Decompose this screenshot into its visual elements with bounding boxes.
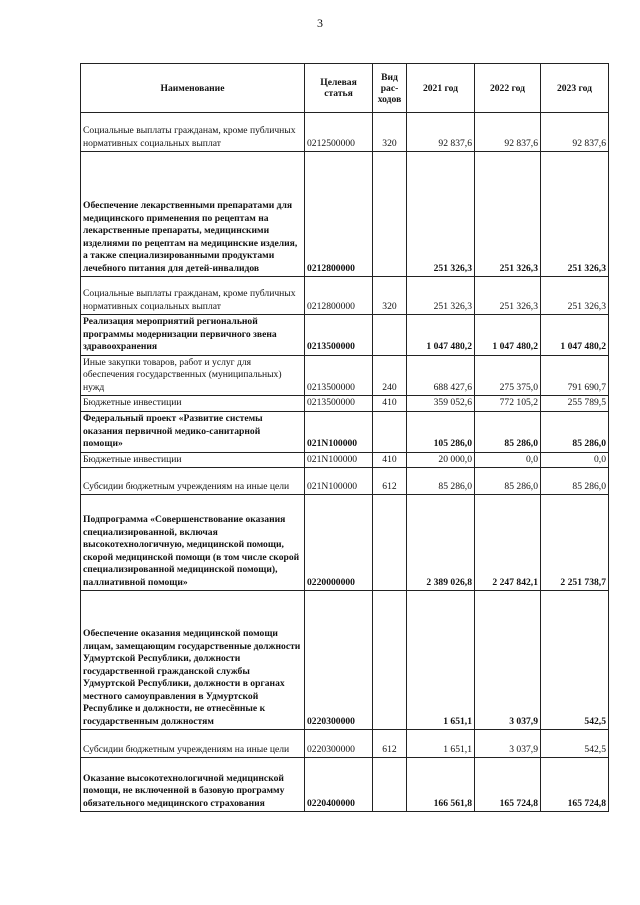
row-value-2022: 772 105,2 bbox=[475, 396, 541, 412]
row-name: Социальные выплаты гражданам, кроме публичных нормативных социальных выплат bbox=[81, 277, 305, 315]
row-value-2023: 791 690,7 bbox=[541, 355, 609, 396]
row-value-2022: 92 837,6 bbox=[475, 113, 541, 152]
table-header-row bbox=[81, 64, 609, 113]
row-value-2022: 251 326,3 bbox=[475, 277, 541, 315]
row-value-2022: 85 286,0 bbox=[475, 411, 541, 452]
row-value-2022: 165 724,8 bbox=[475, 758, 541, 812]
row-value-2023: 542,5 bbox=[541, 730, 609, 758]
row-name: Субсидии бюджетным учреждениям на иные цели bbox=[81, 468, 305, 495]
header-2021: 2021 год bbox=[407, 64, 475, 113]
table-row bbox=[81, 396, 609, 412]
row-kind bbox=[373, 152, 407, 277]
table-row bbox=[81, 730, 609, 758]
table-row bbox=[81, 152, 609, 277]
row-kind: 410 bbox=[373, 452, 407, 468]
table-row bbox=[81, 411, 609, 452]
row-value-2023: 255 789,5 bbox=[541, 396, 609, 412]
row-value-2022: 251 326,3 bbox=[475, 152, 541, 277]
row-value-2023: 85 286,0 bbox=[541, 411, 609, 452]
row-kind: 320 bbox=[373, 277, 407, 315]
row-value-2021: 688 427,6 bbox=[407, 355, 475, 396]
table-row bbox=[81, 277, 609, 315]
budget-table bbox=[80, 63, 609, 812]
row-value-2021: 251 326,3 bbox=[407, 152, 475, 277]
row-kind: 612 bbox=[373, 468, 407, 495]
table-row bbox=[81, 113, 609, 152]
row-value-2021: 85 286,0 bbox=[407, 468, 475, 495]
row-value-2023: 251 326,3 bbox=[541, 152, 609, 277]
header-2023: 2023 год bbox=[541, 64, 609, 113]
header-target: Целевая статья bbox=[305, 64, 373, 113]
row-name: Бюджетные инвестиции bbox=[81, 396, 305, 412]
row-target-code: 021N100000 bbox=[305, 411, 373, 452]
table-row bbox=[81, 355, 609, 396]
row-target-code: 0213500000 bbox=[305, 355, 373, 396]
row-name: Иные закупки товаров, работ и услуг для обеспечения государственных (муниципальных) нужд bbox=[81, 355, 305, 396]
page-number: 3 bbox=[317, 16, 323, 30]
row-kind: 612 bbox=[373, 730, 407, 758]
row-value-2021: 2 389 026,8 bbox=[407, 495, 475, 591]
row-target-code: 0220000000 bbox=[305, 495, 373, 591]
row-target-code: 0212800000 bbox=[305, 152, 373, 277]
row-kind bbox=[373, 495, 407, 591]
row-value-2021: 92 837,6 bbox=[407, 113, 475, 152]
table-row bbox=[81, 591, 609, 730]
row-value-2021: 20 000,0 bbox=[407, 452, 475, 468]
row-kind: 240 bbox=[373, 355, 407, 396]
header-2022: 2022 год bbox=[475, 64, 541, 113]
row-value-2023: 251 326,3 bbox=[541, 277, 609, 315]
table-row bbox=[81, 315, 609, 356]
row-value-2023: 165 724,8 bbox=[541, 758, 609, 812]
row-value-2021: 359 052,6 bbox=[407, 396, 475, 412]
row-value-2022: 2 247 842,1 bbox=[475, 495, 541, 591]
row-target-code: 0220300000 bbox=[305, 591, 373, 730]
table-row bbox=[81, 758, 609, 812]
row-value-2022: 0,0 bbox=[475, 452, 541, 468]
row-kind: 320 bbox=[373, 113, 407, 152]
row-name: Обеспечение лекарственными препаратами для медицинского применения по рецептам на лекарственные препараты, медицинскими изделиями по рецептам на медицинские изделия, а также специализированными продуктами лечебного питания для детей-инвалидов bbox=[81, 152, 305, 277]
row-name: Оказание высокотехнологичной медицинской помощи, не включенной в базовую программу обязательного медицинского страхования bbox=[81, 758, 305, 812]
row-target-code: 0213500000 bbox=[305, 315, 373, 356]
row-value-2022: 275 375,0 bbox=[475, 355, 541, 396]
row-name: Субсидии бюджетным учреждениям на иные цели bbox=[81, 730, 305, 758]
row-kind bbox=[373, 758, 407, 812]
table-row bbox=[81, 468, 609, 495]
table-row bbox=[81, 452, 609, 468]
row-value-2022: 3 037,9 bbox=[475, 730, 541, 758]
row-target-code: 0212500000 bbox=[305, 113, 373, 152]
row-kind bbox=[373, 591, 407, 730]
row-value-2023: 0,0 bbox=[541, 452, 609, 468]
row-name: Обеспечение оказания медицинской помощи лицам, замещающим государственные должности Удмуртской Республики, должности государственной гражданской службы Удмуртской Республики, должности в органах местного самоуправления в Удмуртской Республике и должности, не отнесённые к государственным должностям bbox=[81, 591, 305, 730]
row-kind: 410 bbox=[373, 396, 407, 412]
row-target-code: 0220300000 bbox=[305, 730, 373, 758]
row-target-code: 021N100000 bbox=[305, 468, 373, 495]
row-value-2021: 1 651,1 bbox=[407, 730, 475, 758]
row-value-2021: 251 326,3 bbox=[407, 277, 475, 315]
row-target-code: 0212800000 bbox=[305, 277, 373, 315]
row-name: Бюджетные инвестиции bbox=[81, 452, 305, 468]
row-value-2023: 92 837,6 bbox=[541, 113, 609, 152]
row-kind bbox=[373, 315, 407, 356]
header-name: Наименование bbox=[81, 64, 305, 113]
row-value-2022: 3 037,9 bbox=[475, 591, 541, 730]
row-target-code: 0213500000 bbox=[305, 396, 373, 412]
row-kind bbox=[373, 411, 407, 452]
row-value-2021: 1 047 480,2 bbox=[407, 315, 475, 356]
header-kind: Вид рас-ходов bbox=[373, 64, 407, 113]
row-name: Социальные выплаты гражданам, кроме публичных нормативных социальных выплат bbox=[81, 113, 305, 152]
row-value-2021: 105 286,0 bbox=[407, 411, 475, 452]
row-value-2022: 85 286,0 bbox=[475, 468, 541, 495]
row-name: Реализация мероприятий региональной программы модернизации первичного звена здравоохранения bbox=[81, 315, 305, 356]
row-value-2023: 542,5 bbox=[541, 591, 609, 730]
row-value-2023: 2 251 738,7 bbox=[541, 495, 609, 591]
row-target-code: 021N100000 bbox=[305, 452, 373, 468]
row-target-code: 0220400000 bbox=[305, 758, 373, 812]
row-value-2022: 1 047 480,2 bbox=[475, 315, 541, 356]
row-name: Федеральный проект «Развитие системы оказания первичной медико-санитарной помощи» bbox=[81, 411, 305, 452]
table-row bbox=[81, 495, 609, 591]
row-value-2023: 1 047 480,2 bbox=[541, 315, 609, 356]
row-value-2021: 166 561,8 bbox=[407, 758, 475, 812]
row-name: Подпрограмма «Совершенствование оказания специализированной, включая высокотехнологичную, медицинской помощи, скорой медицинской помощи (в том числе скорой специализированной медицинской помощи), паллиативной помощи» bbox=[81, 495, 305, 591]
row-value-2021: 1 651,1 bbox=[407, 591, 475, 730]
row-value-2023: 85 286,0 bbox=[541, 468, 609, 495]
